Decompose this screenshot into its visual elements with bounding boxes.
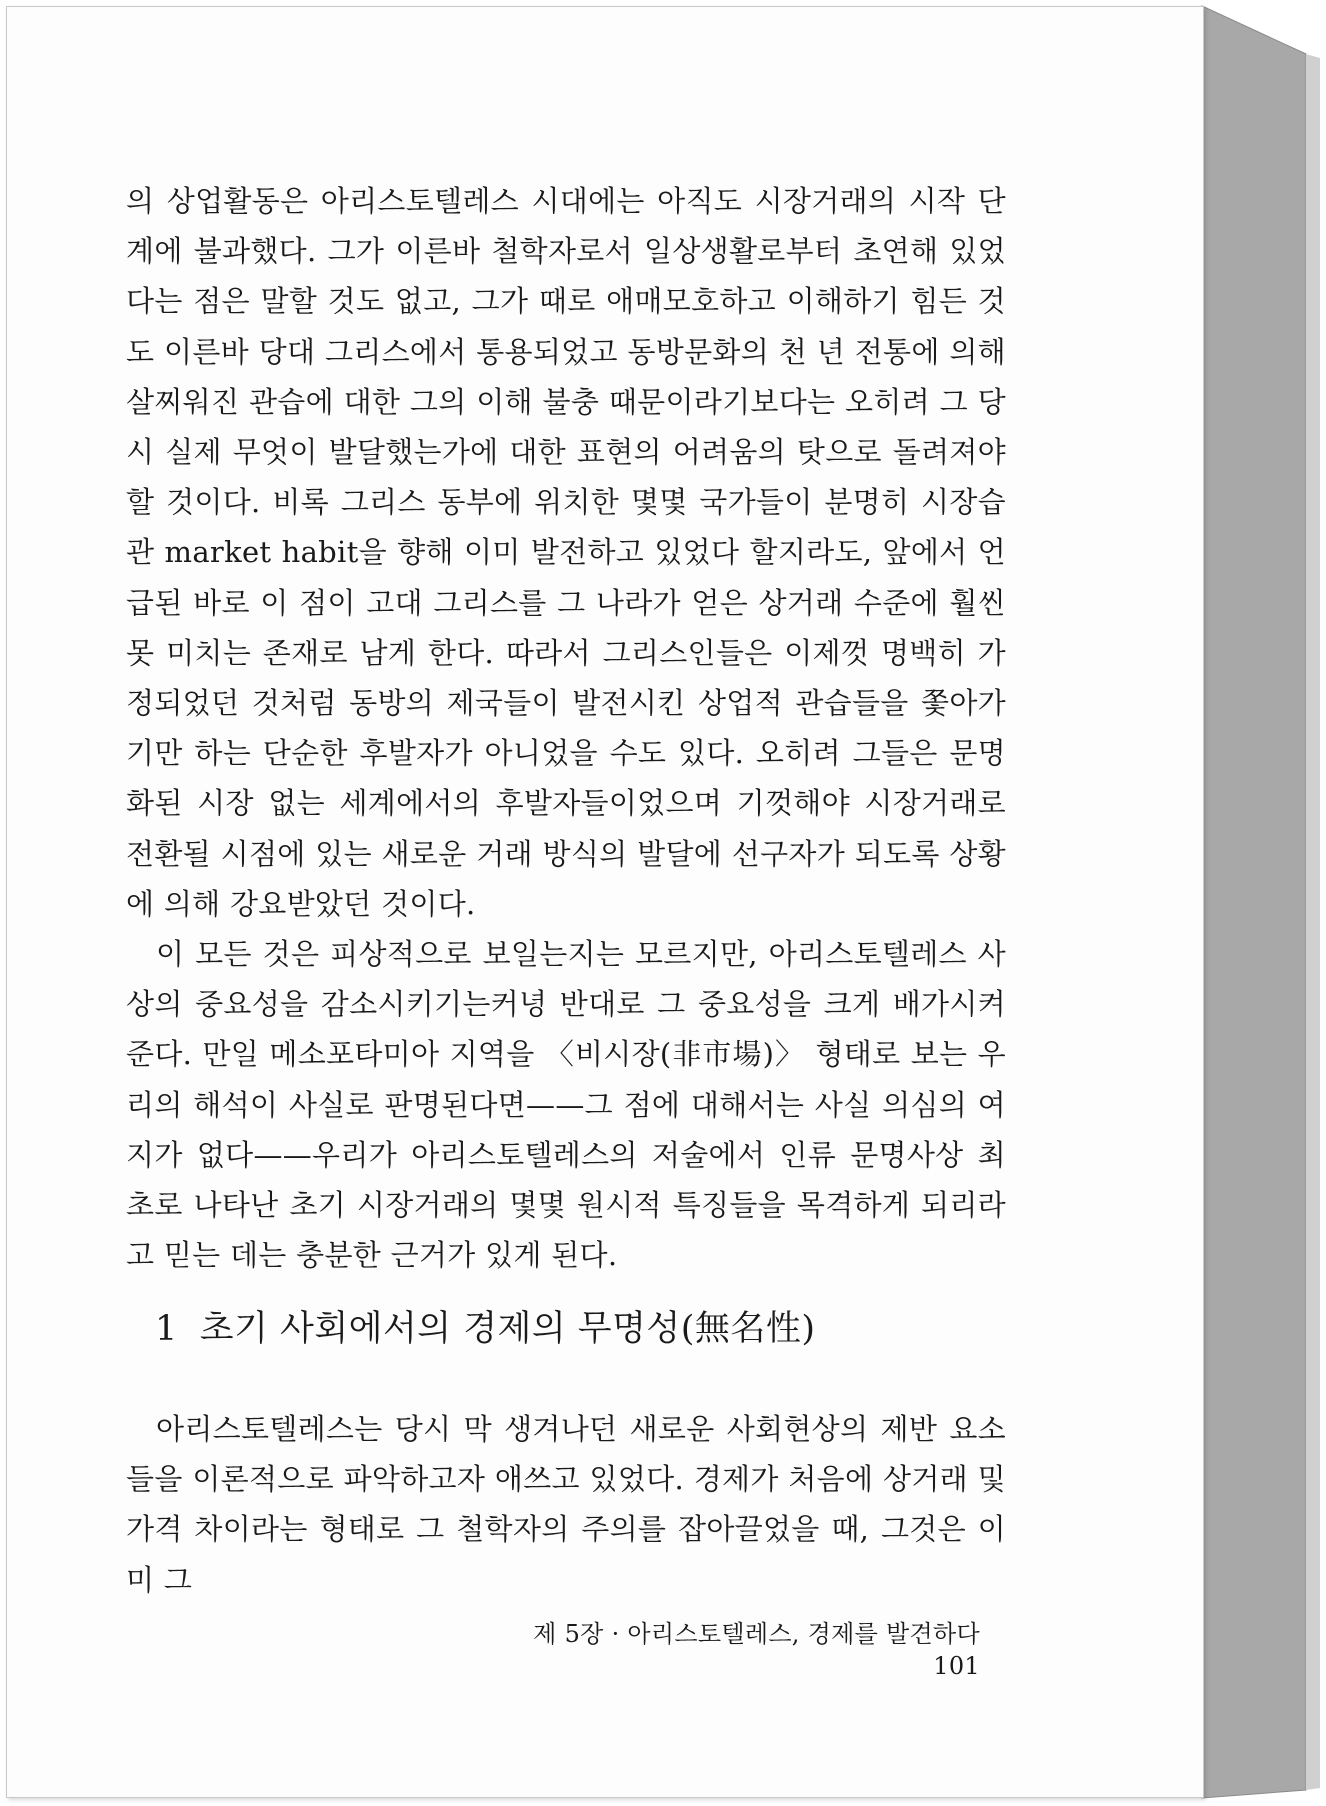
body-text	[126, 176, 1006, 1280]
running-title: 제 5장 · 아리스토텔레스, 경제를 발견하다	[533, 1620, 980, 1648]
section-number: 1	[155, 1309, 178, 1349]
paragraph-1: 의 상업활동은 아리스토텔레스 시대에는 아직도 시장거래의 시작 단계에 불과했다. 그가 이른바 철학자로서 일상생활로부터 초연해 있었다는 점은 말할 것도 없고, 그가 때로 애매모호하고 이해하기 힘든 것도 이른바 당대 그리스에서 통용되었고 동방문화의 천 년 전통에 의해 살찌워진 관습에 대한 그의 이해 불충 때문이라기보다는 오히려 그 당시 실제 무엇이 발달했는가에 대한 표현의 어려움의 탓으로 돌려져야 할 것이다. 비록 그리스 동부에 위치한 몇몇 국가들이 분명히 시장습관 market habit을 향해 이미 발전하고 있었다 할지라도, 앞에서 언급된 바로 이 점이 고대 그리스를 그 나라가 얻은 상거래 수준에 훨씬 못 미치는 존재로 남게 한다. 따라서 그리스인들은 이제껏 명백히 가정되었던 것처럼 동방의 제국들이 발전시킨 상업적 관습들을 쫓아가기만 하는 단순한 후발자가 아니었을 수도 있다. 오히려 그들은 문명화된 시장 없는 세계에서의 후발자들이었으며 기껏해야 시장거래로 전환될 시점에 있는 새로운 거래 방식의 발달에 선구자가 되도록 상황에 의해 강요받았던 것이다.	[126, 184, 1006, 921]
section-heading	[155, 1304, 816, 1354]
page-number: 101	[933, 1652, 980, 1680]
paragraph-3: 아리스토텔레스는 당시 막 생겨나던 새로운 사회현상의 제반 요소들을 이론적으로 파악하고자 애쓰고 있었다. 경제가 처음에 상거래 및 가격 차이라는 형태로 그 철학자의 주의를 잡아끌었을 때, 그것은 이미 그	[126, 1412, 1006, 1597]
section-title: 초기 사회에서의 경제의 무명성(無名性)	[199, 1309, 816, 1349]
running-footer	[490, 1618, 980, 1682]
paragraph-2: 이 모든 것은 피상적으로 보일는지는 모르지만, 아리스토텔레스 사상의 중요성을 감소시키기는커녕 반대로 그 중요성을 크게 배가시켜준다. 만일 메소포타미아 지역을 〈비시장(非市場)〉 형태로 보는 우리의 해석이 사실로 판명된다면——그 점에 대해서는 사실 의심의 여지가 없다——우리가 아리스토텔레스의 저술에서 인류 문명사상 최초로 나타난 초기 시장거래의 몇몇 원시적 특징들을 목격하게 되리라고 믿는 데는 충분한 근거가 있게 된다.	[126, 937, 1006, 1273]
section-body	[126, 1404, 1006, 1605]
